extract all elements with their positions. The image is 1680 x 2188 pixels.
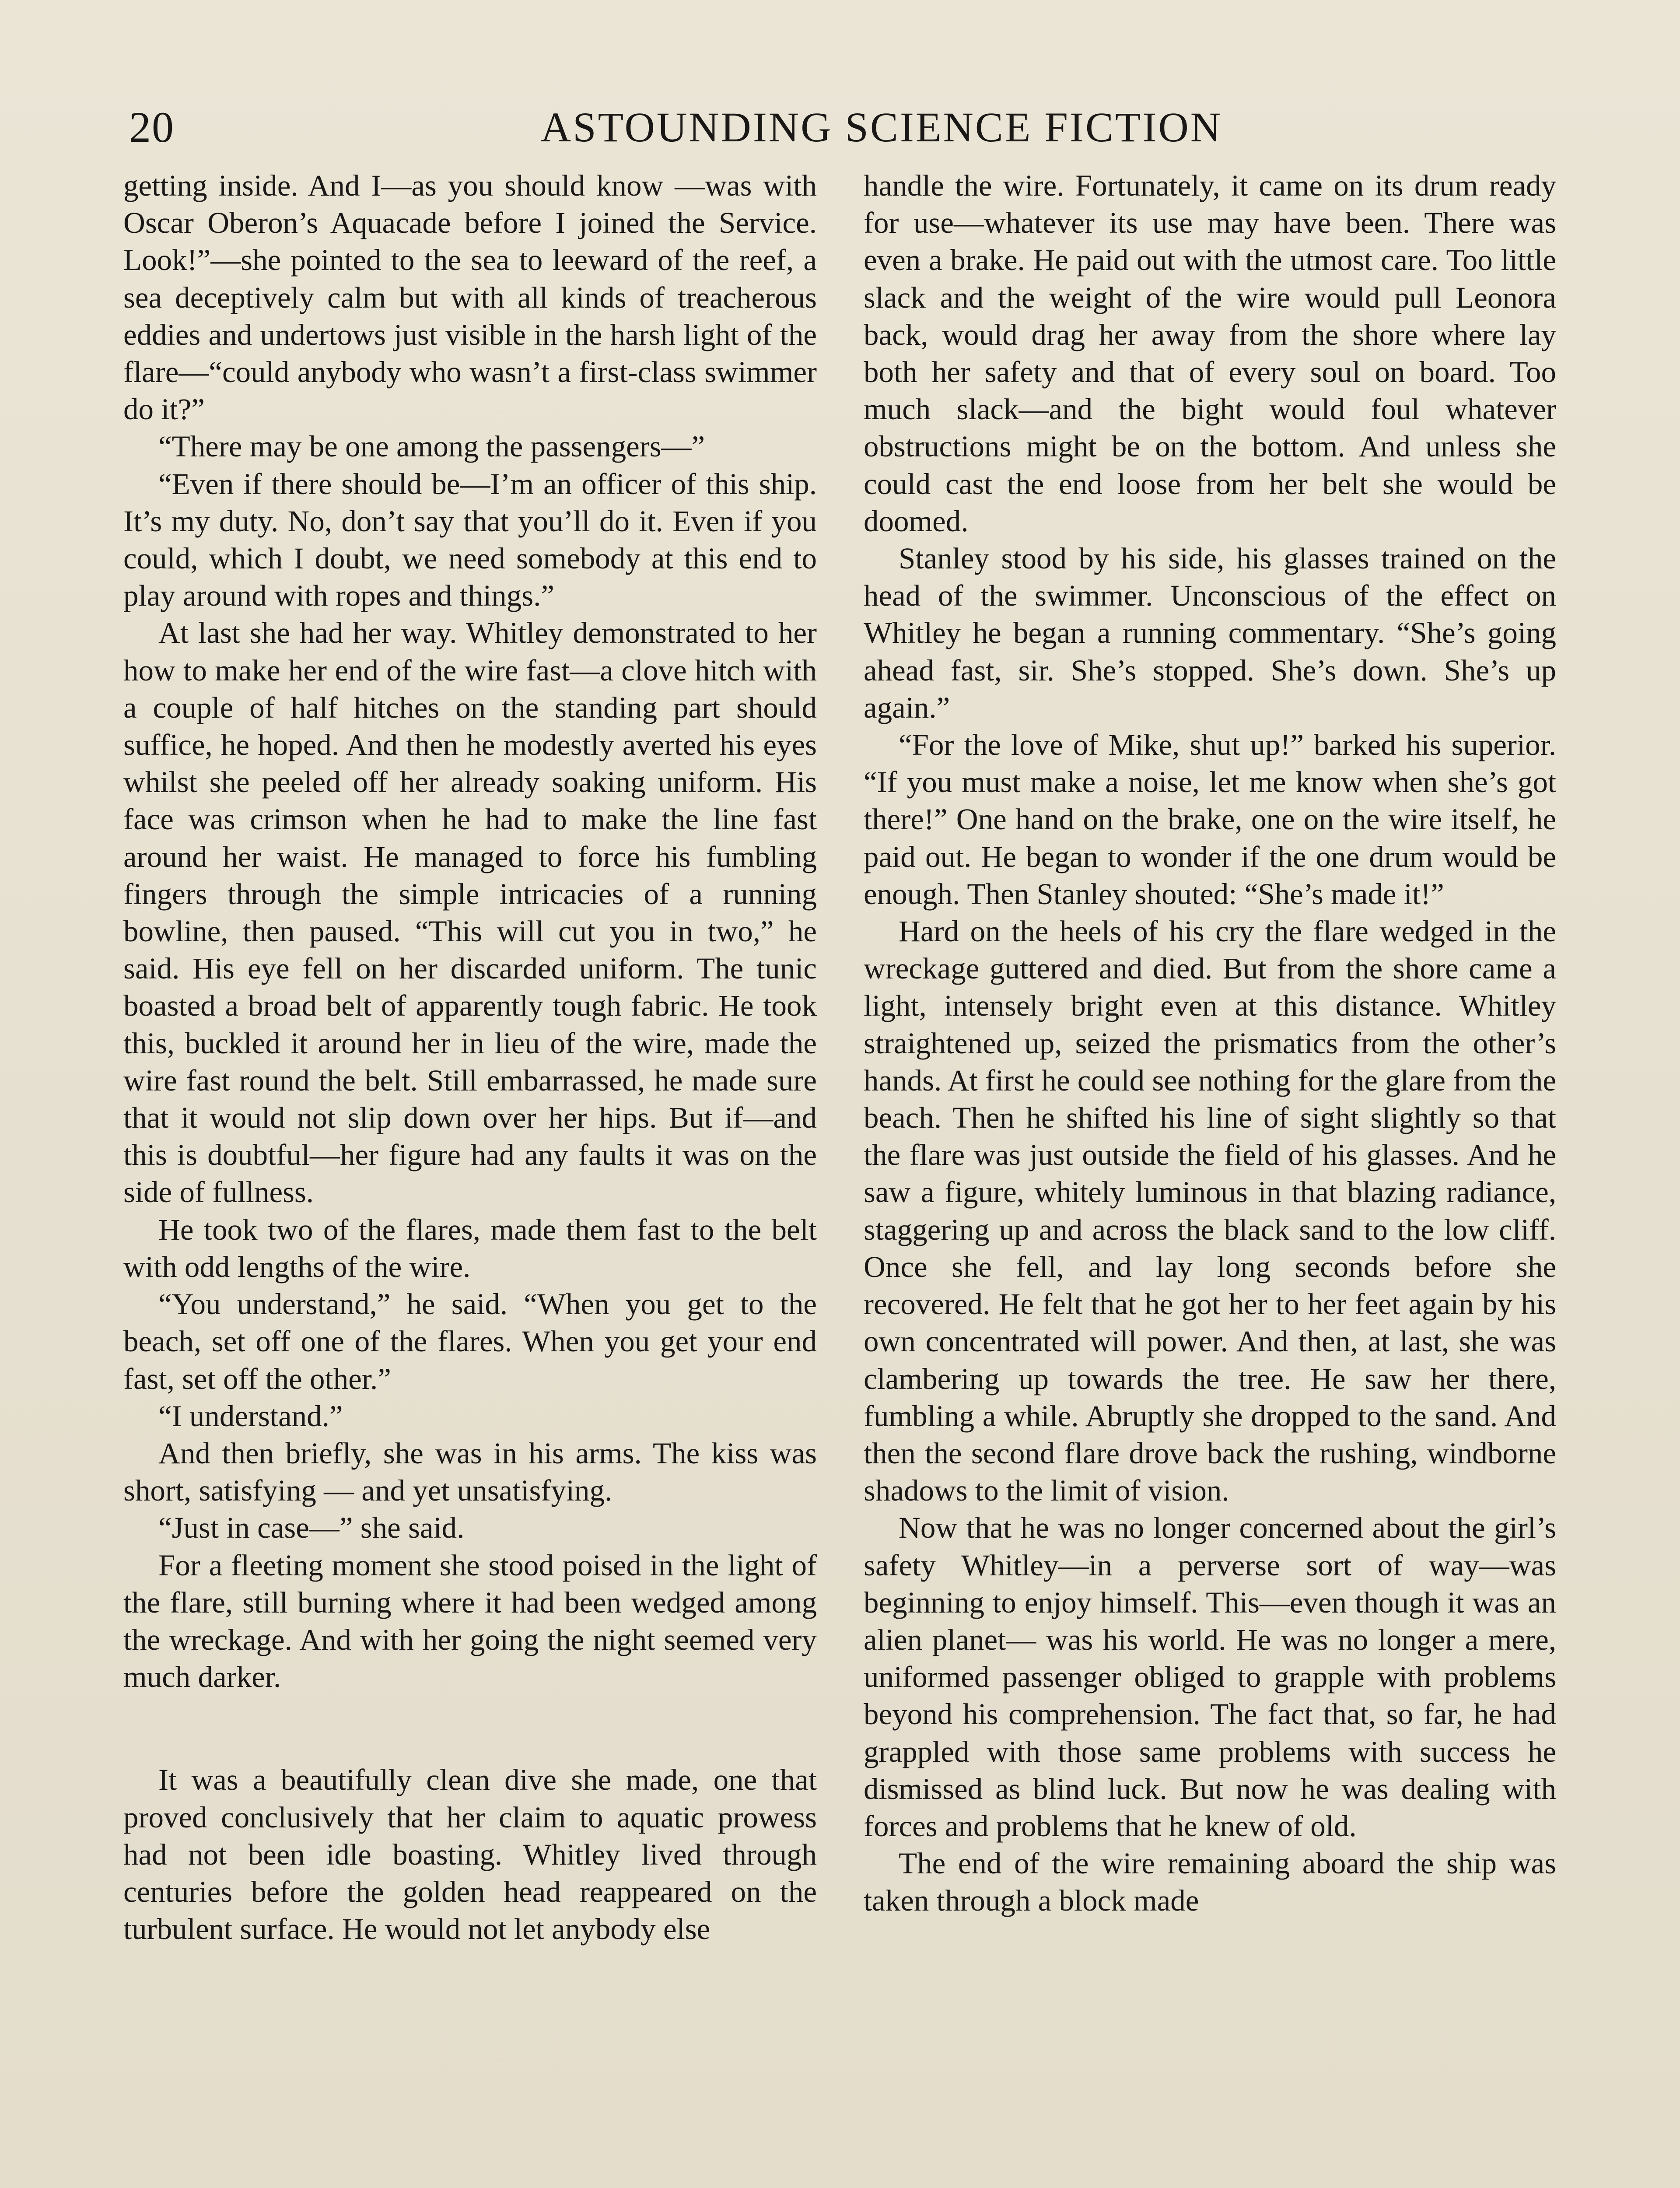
paragraph: Now that he was no longer concerned about the girl’s safety Whitley—in a perverse sort of way—was beginning to enjoy himself. This—even though it was an alien planet— was his world. He was no longer a mere, uniformed passenger obliged to grapple with problems beyond his comprehension. The fact that, so far, he had grappled with those same problems with success he dismissed as blind luck. But now he was dealing with forces and problems that he knew of old. <box>864 1511 1556 1843</box>
paragraph: “Just in case—” she said. <box>158 1511 465 1545</box>
left-text-column <box>123 167 817 1948</box>
page-header <box>129 99 1564 156</box>
paragraph: Stanley stood by his side, his glasses trained on the head of the swimmer. Unconscious of the effect on Whitley he began a running commentary. “She’s going ahead fast, sir. She’s stopped. She’s down. She’s up again.” <box>864 542 1556 724</box>
magazine-title: ASTOUNDING SCIENCE FICTION <box>540 104 1223 151</box>
paragraph: “I understand.” <box>158 1399 343 1433</box>
paragraph: “Even if there should be—I’m an officer of this ship. It’s my duty. No, don’t say that you’ll do it. Even if you could, which I doubt, we need somebody at this end to play around with ropes and things.” <box>123 467 817 613</box>
paragraph: “For the love of Mike, shut up!” barked his superior. “If you must make a noise, let me know when she’s got there!” One hand on the brake, one on the wire itself, he paid out. He began to wonder if the one drum would be enough. Then Stanley shouted: “She’s made it!” <box>864 728 1556 911</box>
paragraph: Hard on the heels of his cry the flare wedged in the wreckage guttered and died. But from the shore came a light, intensely bright even at this distance. Whitley straightened up, seized the prismatics from the other’s hands. At first he could see nothing for the glare from the beach. Then he shifted his line of sight slightly so that the flare was just outside the field of his glasses. And he saw a figure, whitely luminous in that blazing radiance, staggering up and across the black sand to the low cliff. Once she fell, and lay long seconds before she recovered. He felt that he got her to her feet again by his own concentrated will power. And then, at last, she was clambering up towards the tree. He saw her there, fumbling a while. Abruptly she dropped to the sand. And then the second flare drove back the rushing, windborne shadows to the limit of vision. <box>864 915 1556 1508</box>
paragraph: getting inside. And I—as you should know —was with Oscar Oberon’s Aquacade before I joined the Service. Look!”—she pointed to the sea to leeward of the reef, a sea deceptively calm but with all kinds of treacherous eddies and undertows just visible in the harsh light of the flare—“could anybody who wasn’t a first-class swimmer do it?” <box>123 169 817 426</box>
paragraph: And then briefly, she was in his arms. The kiss was short, satisfying — and yet unsatisfying. <box>123 1436 817 1508</box>
paragraph: “You understand,” he said. “When you get to the beach, set off one of the flares. When you get your end fast, set off the other.” <box>123 1287 817 1396</box>
paragraph: “There may be one among the passengers—” <box>158 430 705 463</box>
paragraph: At last she had her way. Whitley demonstrated to her how to make her end of the wire fast—a clove hitch with a couple of half hitches on the standing part should suffice, he hoped. And then he modestly averted his eyes whilst she peeled off her already soaking uniform. His face was crimson when he had to make the line fast around her waist. He managed to force his fumbling fingers through the simple intricacies of a running bowline, then paused. “This will cut you in two,” he said. His eye fell on her discarded uniform. The tunic boasted a broad belt of apparently tough fabric. He took this, buckled it around her in lieu of the wire, made the wire fast round the belt. Still embarrassed, he made sure that it would not slip down over her hips. But if—and this is doubtful—her figure had any faults it was on the side of fullness. <box>123 616 817 1209</box>
paragraph: The end of the wire remaining aboard the ship was taken through a block made <box>864 1847 1556 1918</box>
right-text-column <box>864 167 1556 1920</box>
paragraph: He took two of the flares, made them fast to the belt with odd lengths of the wire. <box>123 1213 817 1283</box>
paragraph: handle the wire. Fortunately, it came on its drum ready for use—whatever its use may have been. There was even a brake. He paid out with the utmost care. Too little slack and the weight of the wire would pull Leonora back, would drag her away from the shore where lay both her safety and that of every soul on board. Too much slack—and the bight would foul whatever obstructions might be on the bottom. And unless she could cast the end loose from her belt she would be doomed. <box>864 169 1556 538</box>
paragraph: It was a beautifully clean dive she made, one that proved conclusively that her claim to aquatic prowess had not been idle boasting. Whitley lived through centuries before the golden head reappeared on the turbulent surface. He would not let anybody else <box>123 1763 817 1946</box>
page-number: 20 <box>129 103 175 151</box>
paragraph: For a fleeting moment she stood poised in the light of the flare, still burning where it had been wedged among the wreckage. And with her going the night seemed very much darker. <box>123 1548 817 1694</box>
